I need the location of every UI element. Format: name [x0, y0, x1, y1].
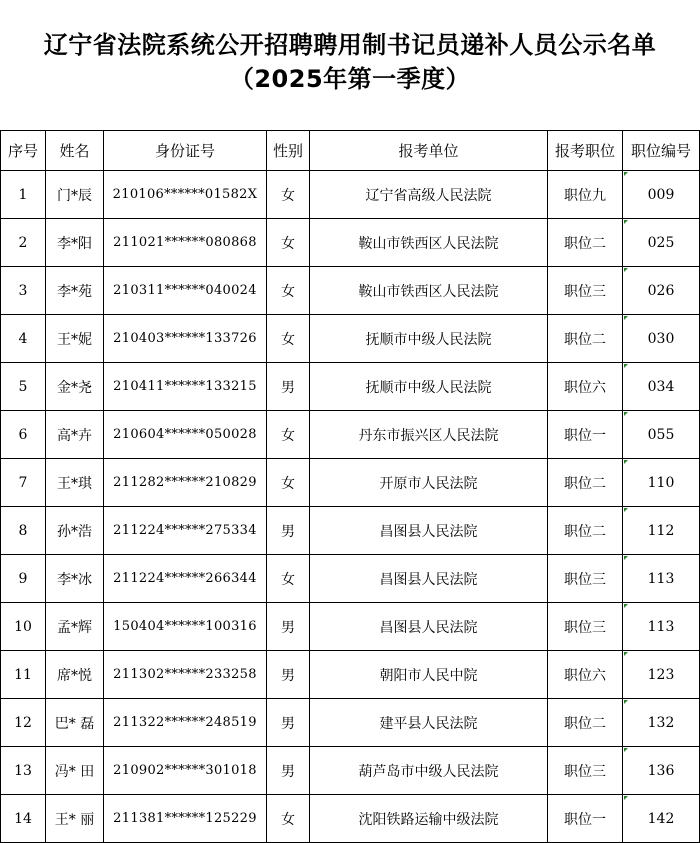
cell-gender: 女: [267, 267, 310, 315]
header-unit: 报考单位: [310, 131, 548, 171]
cell-position: 职位九: [548, 171, 623, 219]
cell-name: 王* 丽: [46, 795, 104, 843]
cell-position-code: 112: [623, 507, 700, 555]
cell-gender: 女: [267, 315, 310, 363]
cell-name: 门*辰: [46, 171, 104, 219]
cell-position: 职位二: [548, 459, 623, 507]
cell-id-number: 210902******301018: [104, 747, 267, 795]
cell-name: 冯* 田: [46, 747, 104, 795]
cell-position: 职位三: [548, 747, 623, 795]
cell-id-number: 211021******080868: [104, 219, 267, 267]
cell-seq: 14: [1, 795, 46, 843]
cell-seq: 9: [1, 555, 46, 603]
cell-position: 职位三: [548, 555, 623, 603]
cell-position-code: 113: [623, 603, 700, 651]
cell-unit: 开原市人民法院: [310, 459, 548, 507]
cell-position: 职位二: [548, 507, 623, 555]
cell-id-number: 211224******266344: [104, 555, 267, 603]
cell-name: 孙*浩: [46, 507, 104, 555]
title-block: [0, 0, 700, 130]
header-name: 姓名: [46, 131, 104, 171]
cell-seq: 1: [1, 171, 46, 219]
cell-gender: 男: [267, 747, 310, 795]
cell-unit: 鞍山市铁西区人民法院: [310, 219, 548, 267]
cell-seq: 6: [1, 411, 46, 459]
cell-id-number: 210411******133215: [104, 363, 267, 411]
cell-seq: 4: [1, 315, 46, 363]
cell-unit: 昌图县人民法院: [310, 555, 548, 603]
table-row: [1, 267, 700, 315]
cell-gender: 女: [267, 171, 310, 219]
cell-position: 职位一: [548, 795, 623, 843]
cell-position-code: 110: [623, 459, 700, 507]
cell-gender: 男: [267, 363, 310, 411]
table-row: [1, 747, 700, 795]
cell-position-code: 026: [623, 267, 700, 315]
cell-seq: 8: [1, 507, 46, 555]
cell-id-number: 211322******248519: [104, 699, 267, 747]
cell-position-code: 113: [623, 555, 700, 603]
cell-gender: 女: [267, 459, 310, 507]
cell-position-code: 034: [623, 363, 700, 411]
table-header-row: [1, 131, 700, 171]
cell-unit: 朝阳市人民中院: [310, 651, 548, 699]
page-subtitle: （2025年第一季度）: [229, 65, 471, 93]
personnel-table: [0, 130, 700, 843]
page-title: 辽宁省法院系统公开招聘聘用制书记员递补人员公示名单: [43, 31, 657, 59]
cell-position: 职位三: [548, 267, 623, 315]
cell-gender: 男: [267, 699, 310, 747]
cell-unit: 昌图县人民法院: [310, 603, 548, 651]
cell-position-code: 132: [623, 699, 700, 747]
cell-position-code: 009: [623, 171, 700, 219]
cell-position-code: 030: [623, 315, 700, 363]
cell-position: 职位二: [548, 699, 623, 747]
cell-gender: 男: [267, 603, 310, 651]
cell-position: 职位一: [548, 411, 623, 459]
cell-position: 职位二: [548, 219, 623, 267]
cell-seq: 7: [1, 459, 46, 507]
header-position: 报考职位: [548, 131, 623, 171]
table-row: [1, 459, 700, 507]
cell-id-number: 211302******233258: [104, 651, 267, 699]
cell-position-code: 136: [623, 747, 700, 795]
cell-name: 李*苑: [46, 267, 104, 315]
table-row: [1, 315, 700, 363]
header-gender: 性别: [267, 131, 310, 171]
cell-unit: 辽宁省高级人民法院: [310, 171, 548, 219]
cell-position-code: 055: [623, 411, 700, 459]
cell-name: 巴* 磊: [46, 699, 104, 747]
cell-position-code: 123: [623, 651, 700, 699]
cell-name: 孟*辉: [46, 603, 104, 651]
table-row: [1, 555, 700, 603]
table-row: [1, 795, 700, 843]
cell-position: 职位二: [548, 315, 623, 363]
cell-id-number: 210604******050028: [104, 411, 267, 459]
cell-position-code: 142: [623, 795, 700, 843]
cell-unit: 昌图县人民法院: [310, 507, 548, 555]
header-position-code: 职位编号: [623, 131, 700, 171]
cell-seq: 11: [1, 651, 46, 699]
cell-seq: 12: [1, 699, 46, 747]
table-row: [1, 603, 700, 651]
table-row: [1, 651, 700, 699]
cell-position-code: 025: [623, 219, 700, 267]
cell-id-number: 150404******100316: [104, 603, 267, 651]
cell-unit: 抚顺市中级人民法院: [310, 363, 548, 411]
cell-seq: 10: [1, 603, 46, 651]
cell-gender: 男: [267, 651, 310, 699]
cell-seq: 2: [1, 219, 46, 267]
cell-name: 王*琪: [46, 459, 104, 507]
cell-id-number: 211282******210829: [104, 459, 267, 507]
cell-position: 职位六: [548, 651, 623, 699]
table-row: [1, 411, 700, 459]
cell-id-number: 210403******133726: [104, 315, 267, 363]
cell-seq: 3: [1, 267, 46, 315]
cell-name: 李*阳: [46, 219, 104, 267]
cell-position: 职位六: [548, 363, 623, 411]
cell-unit: 丹东市振兴区人民法院: [310, 411, 548, 459]
cell-seq: 5: [1, 363, 46, 411]
cell-id-number: 211224******275334: [104, 507, 267, 555]
cell-unit: 抚顺市中级人民法院: [310, 315, 548, 363]
header-seq: 序号: [1, 131, 46, 171]
table-row: [1, 219, 700, 267]
cell-position: 职位三: [548, 603, 623, 651]
cell-unit: 沈阳铁路运输中级法院: [310, 795, 548, 843]
cell-name: 李*冰: [46, 555, 104, 603]
cell-unit: 葫芦岛市中级人民法院: [310, 747, 548, 795]
cell-gender: 女: [267, 795, 310, 843]
cell-seq: 13: [1, 747, 46, 795]
cell-id-number: 210106******01582X: [104, 171, 267, 219]
table-row: [1, 699, 700, 747]
header-id-number: 身份证号: [104, 131, 267, 171]
cell-gender: 男: [267, 507, 310, 555]
cell-name: 席*悦: [46, 651, 104, 699]
table-row: [1, 363, 700, 411]
cell-id-number: 210311******040024: [104, 267, 267, 315]
cell-gender: 女: [267, 555, 310, 603]
cell-name: 王*妮: [46, 315, 104, 363]
cell-gender: 女: [267, 219, 310, 267]
cell-unit: 鞍山市铁西区人民法院: [310, 267, 548, 315]
cell-gender: 女: [267, 411, 310, 459]
table-row: [1, 171, 700, 219]
table-row: [1, 507, 700, 555]
cell-name: 高*卉: [46, 411, 104, 459]
cell-name: 金*尧: [46, 363, 104, 411]
cell-unit: 建平县人民法院: [310, 699, 548, 747]
cell-id-number: 211381******125229: [104, 795, 267, 843]
